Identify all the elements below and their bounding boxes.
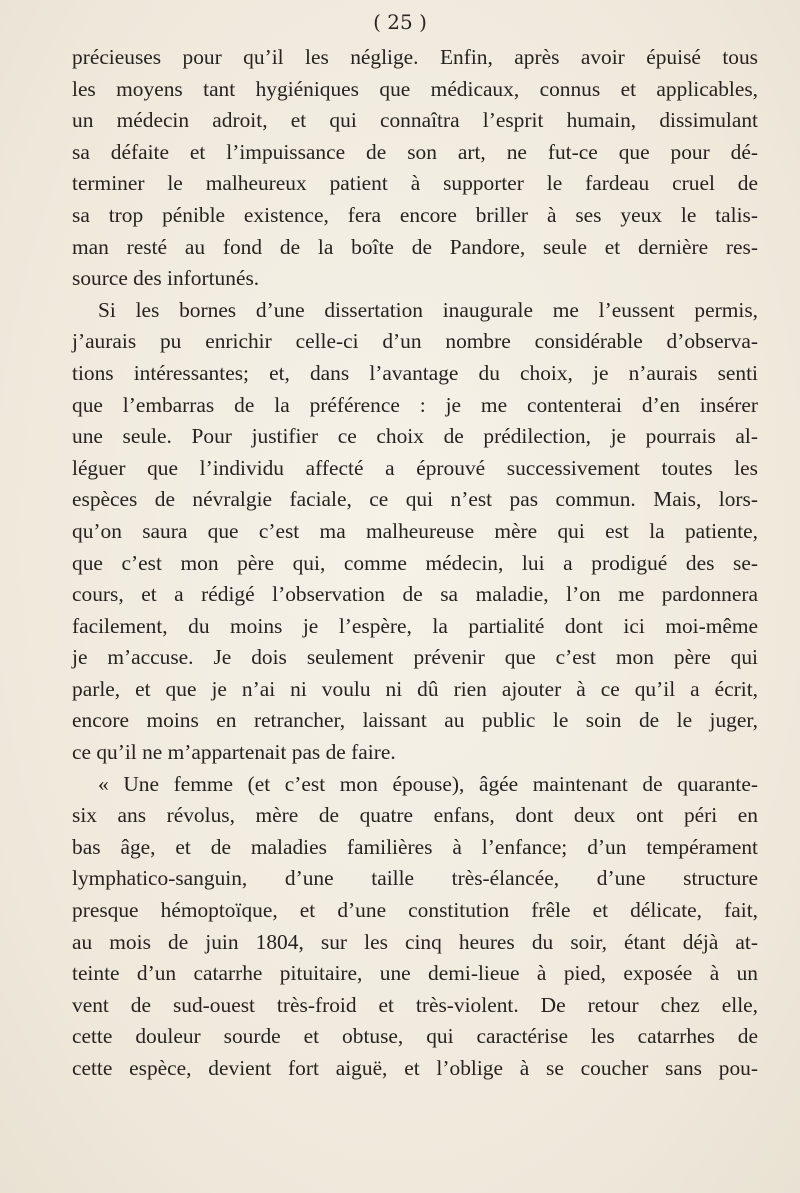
text-line: cette douleur sourde et obtuse, qui caractérise les catarrhes de [72, 1024, 758, 1049]
text-line: cette espèce, devient fort aiguë, et l’oblige à se coucher sans pou- [72, 1056, 758, 1080]
text-line: que c’est mon père qui, comme médecin, lui a prodigué des se- [72, 550, 758, 575]
text-line: facilement, du moins je l’espère, la partialité dont ici moi-même [72, 613, 758, 638]
page-number: ( 25 ) [373, 10, 427, 34]
text-line: six ans révolus, mère de quatre enfans, dont deux ont péri en [72, 803, 758, 828]
text-line: encore moins en retrancher, laissant au public le soin de le juger, [72, 708, 758, 733]
text-line: léguer que l’individu affecté a éprouvé successivement toutes les [72, 455, 758, 480]
text-line: les moyens tant hygiéniques que médicaux, connus et applicables, [72, 76, 758, 101]
text-line: man resté au fond de la boîte de Pandore, seule et dernière res- [72, 234, 758, 259]
text-line: sa trop pénible existence, fera encore briller à ses yeux le talis- [72, 202, 758, 227]
text-line: teinte d’un catarrhe pituitaire, une demi-lieue à pied, exposée à un [72, 961, 758, 986]
text-line: au mois de juin 1804, sur les cinq heures du soir, étant déjà at- [72, 929, 758, 954]
text-line: je m’accuse. Je dois seulement prévenir que c’est mon père qui [72, 645, 758, 670]
text-line: parle, et que je n’ai ni voulu ni dû rien ajouter à ce qu’il a écrit, [72, 676, 758, 701]
text-line: presque hémoptoïque, et d’une constitution frêle et délicate, fait, [72, 898, 758, 923]
text-line: j’aurais pu enrichir celle-ci d’un nombre considérable d’observa- [72, 329, 758, 354]
text-line: qu’on saura que c’est ma malheureuse mère qui est la patiente, [72, 518, 758, 543]
text-line: terminer le malheureux patient à supporter le fardeau cruel de [72, 171, 758, 196]
text-line: que l’embarras de la préférence : je me contenterai d’en insérer [72, 392, 758, 417]
body-text [72, 42, 758, 1085]
paragraph-end-line: source des infortunés. [72, 266, 260, 291]
text-line: vent de sud-ouest très-froid et très-violent. De retour chez elle, [72, 992, 758, 1017]
text-line: précieuses pour qu’il les néglige. Enfin, après avoir épuisé tous [72, 45, 758, 69]
text-line: une seule. Pour justifier ce choix de prédilection, je pourrais al- [72, 424, 758, 449]
paragraph-end-line: ce qu’il ne m’appartenait pas de faire. [72, 740, 396, 765]
text-line: espèces de névralgie faciale, ce qui n’est pas commun. Mais, lors- [72, 487, 758, 512]
text-line: tions intéressantes; et, dans l’avantage du choix, je n’aurais senti [72, 360, 758, 385]
text-line: lymphatico-sanguin, d’une taille très-élancée, d’une structure [72, 866, 758, 891]
text-line: sa défaite et l’impuissance de son art, ne fut-ce que pour dé- [72, 139, 758, 164]
text-line: cours, et a rédigé l’observation de sa maladie, l’on me pardonnera [72, 582, 758, 607]
paragraph-start-line: Si les bornes d’une dissertation inaugurale me l’eussent permis, [98, 297, 758, 322]
text-line: bas âge, et de maladies familières à l’enfance; d’un tempérament [72, 834, 758, 859]
text-line: un médecin adroit, et qui connaîtra l’esprit humain, dissimulant [72, 108, 758, 133]
paragraph-start-line: « Une femme (et c’est mon épouse), âgée maintenant de quarante- [98, 771, 758, 796]
